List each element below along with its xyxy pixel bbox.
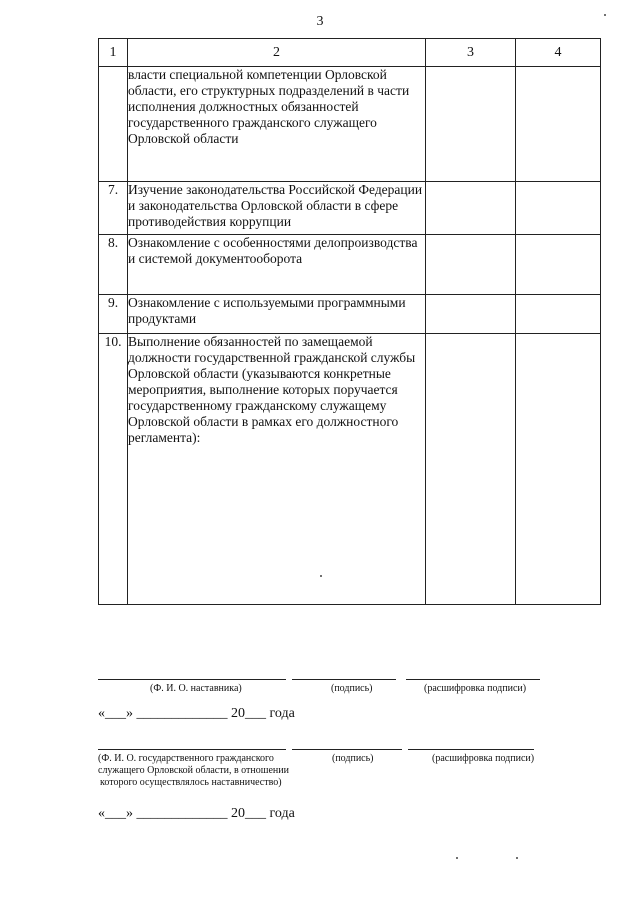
column-header-2: 2 — [128, 39, 426, 67]
row-cell-3 — [426, 295, 516, 334]
servant-decoding-caption: (расшифровка подписи) — [432, 753, 535, 764]
scan-speck — [516, 857, 518, 859]
servant-name-caption-line-1: (Ф. И. О. государственного гражданского — [98, 753, 274, 764]
mentor-decoding-line — [406, 679, 540, 680]
row-cell-4 — [516, 235, 601, 295]
row-cell-3 — [426, 235, 516, 295]
mentor-name-line — [98, 679, 286, 680]
row-cell-4 — [516, 67, 601, 182]
table-row — [99, 67, 601, 182]
servant-name-caption-line-3: которого осуществлялось наставничество) — [100, 777, 282, 788]
mentor-name-caption: (Ф. И. О. наставника) — [150, 683, 242, 694]
mentor-signature-line — [292, 679, 396, 680]
mentor-decoding-caption: (расшифровка подписи) — [424, 683, 527, 694]
servant-signature-caption: (подпись) — [332, 753, 374, 764]
row-description: Изучение законодательства Российской Федерации и законодательства Орловской области в сфере противодействия коррупции — [128, 182, 426, 235]
row-cell-4 — [516, 182, 601, 235]
table-header-row — [99, 39, 601, 67]
table-row — [99, 235, 601, 295]
row-number: 8. — [99, 235, 128, 295]
column-header-3: 3 — [426, 39, 516, 67]
row-number — [99, 67, 128, 182]
mentor-signature-caption: (подпись) — [331, 683, 373, 694]
table-row — [99, 295, 601, 334]
mentoring-plan-table — [98, 38, 601, 605]
row-description: Ознакомление с используемыми программными продуктами — [128, 295, 426, 334]
page-number: 3 — [316, 14, 324, 29]
servant-date-line: «___» _____________ 20___ года — [98, 806, 295, 821]
row-cell-3 — [426, 334, 516, 605]
scan-speck — [320, 575, 322, 577]
row-number: 9. — [99, 295, 128, 334]
row-cell-3 — [426, 67, 516, 182]
row-number: 10. — [99, 334, 128, 605]
table-row — [99, 334, 601, 605]
servant-name-line — [98, 749, 286, 750]
servant-signature-line — [292, 749, 402, 750]
row-cell-3 — [426, 182, 516, 235]
servant-name-caption-line-2: служащего Орловской области, в отношении — [98, 765, 289, 776]
column-header-4: 4 — [516, 39, 601, 67]
row-cell-4 — [516, 334, 601, 605]
table-row — [99, 182, 601, 235]
column-header-1: 1 — [99, 39, 128, 67]
row-number: 7. — [99, 182, 128, 235]
row-cell-4 — [516, 295, 601, 334]
row-description: Ознакомление с особенностями делопроизводства и системой документооборота — [128, 235, 426, 295]
scan-speck — [604, 14, 606, 16]
row-description: Выполнение обязанностей по замещаемой должности государственной гражданской службы Орловской области (указываются конкретные мероприятия, выполнение которых поручается государственному гражданскому служащему Орловской области в рамках его должностного регламента): — [128, 334, 426, 605]
mentor-date-line: «___» _____________ 20___ года — [98, 706, 295, 721]
scan-speck — [456, 857, 458, 859]
servant-decoding-line — [408, 749, 534, 750]
row-description: власти специальной компетенции Орловской области, его структурных подразделений в части исполнения должностных обязанностей государственного гражданского служащего Орловской области — [128, 67, 426, 182]
